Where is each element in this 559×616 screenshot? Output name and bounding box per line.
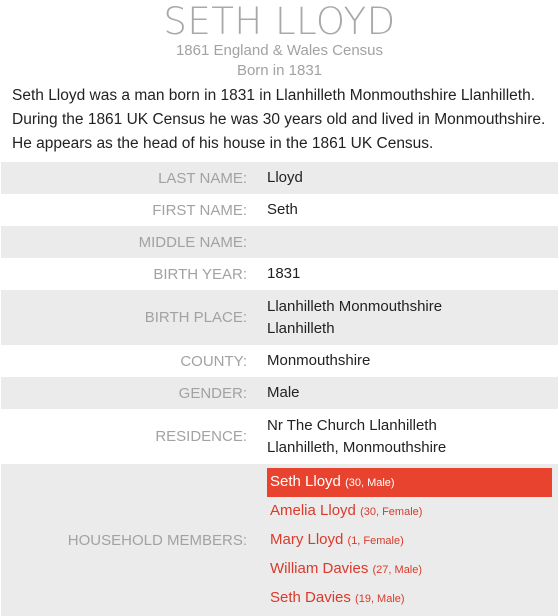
- member-info: (27, Male): [372, 564, 423, 576]
- first-name-label: FIRST NAME:: [152, 201, 247, 219]
- record-details-table: [1, 162, 558, 616]
- gender-label: GENDER:: [1, 377, 267, 409]
- member-info: (19, Male): [355, 593, 405, 605]
- member-info: (30, Male): [345, 477, 395, 489]
- row-birth-place: [1, 290, 558, 345]
- member-info: (30, Female): [360, 506, 423, 518]
- household-member-link[interactable]: [267, 555, 552, 584]
- household-member-link[interactable]: [267, 497, 552, 526]
- birth-place-label: BIRTH PLACE:: [1, 290, 267, 345]
- birth-place-line-2: Llanhilleth: [267, 319, 335, 337]
- household-member-link[interactable]: [267, 526, 552, 555]
- record-header: [0, 0, 559, 81]
- row-last-name: [1, 162, 558, 194]
- member-name: Amelia Lloyd: [270, 502, 356, 519]
- residence-line-2: Llanhilleth, Monmouthshire: [267, 438, 447, 456]
- row-household-members: [1, 464, 558, 616]
- residence-line-1: Nr The Church Llanhilleth: [267, 416, 437, 434]
- member-name: William Davies: [270, 560, 369, 577]
- birth-place-value: [267, 290, 558, 345]
- row-middle-name: [1, 226, 558, 258]
- county-label: COUNTY:: [180, 352, 247, 370]
- household-member-link[interactable]: [267, 468, 552, 497]
- gender-value: Male: [267, 377, 558, 409]
- person-name: SETH LLOYD: [163, 0, 396, 43]
- member-name: Seth Lloyd: [270, 473, 341, 490]
- middle-name-label: MIDDLE NAME:: [1, 226, 267, 258]
- last-name-value: Lloyd: [267, 162, 558, 194]
- last-name-label: LAST NAME:: [1, 162, 267, 194]
- member-info: (1, Female): [347, 535, 404, 547]
- census-title: 1861 England & Wales Census: [175, 42, 384, 59]
- row-county: [1, 345, 558, 377]
- row-birth-year: [1, 258, 558, 290]
- household-members-label: HOUSEHOLD MEMBERS:: [1, 464, 267, 616]
- row-residence: [1, 409, 558, 464]
- birth-year-subtitle: Born in 1831: [236, 62, 323, 79]
- birth-year-label: BIRTH YEAR:: [153, 265, 247, 283]
- member-name: Seth Davies: [270, 589, 351, 606]
- residence-label: RESIDENCE:: [155, 428, 247, 445]
- member-name: Mary Lloyd: [270, 531, 344, 548]
- residence-value: [267, 409, 558, 464]
- middle-name-value: [267, 226, 558, 258]
- birth-place-line-1: Llanhilleth Monmouthshire: [267, 297, 443, 315]
- biography-text: Seth Lloyd was a man born in 1831 in Llanhilleth Monmouthshire Llanhilleth. During the 1861 UK Census he was 30 years old and lived in Monmouthshire. He appears as the head of his house in the 1861 UK Census.: [12, 87, 546, 152]
- birth-year-value: 1831: [267, 265, 301, 282]
- row-first-name: [1, 194, 558, 226]
- household-members-list: [267, 464, 558, 616]
- row-gender: [1, 377, 558, 409]
- county-value: Monmouthshire: [267, 352, 371, 369]
- household-member-link[interactable]: [267, 584, 552, 613]
- first-name-value: Seth: [267, 201, 298, 218]
